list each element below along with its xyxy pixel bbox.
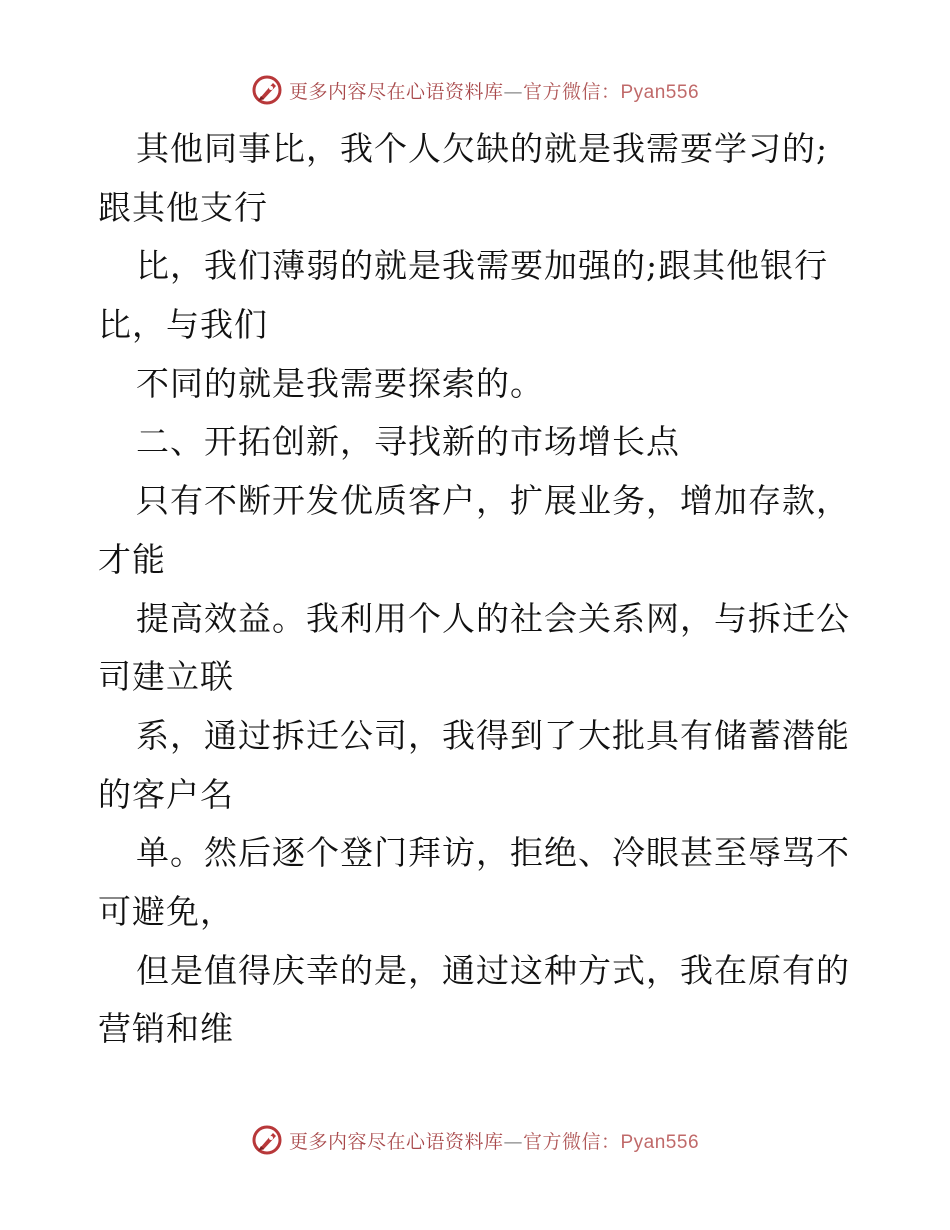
body-line: 司建立联 (98, 657, 234, 697)
body-line: 营销和维 (98, 1009, 234, 1049)
document-body (98, 120, 858, 1059)
section-heading: 二、开拓创新，寻找新的市场增长点 (136, 422, 680, 462)
footer-wechat-id: Pyan556 (620, 1131, 700, 1153)
header-banner-text (289, 77, 699, 104)
body-line: 的客户名 (98, 774, 234, 814)
body-line: 比，与我们 (98, 305, 268, 345)
footer-banner (0, 1120, 950, 1160)
body-line: 单。然后逐个登门拜访，拒绝、冷眼甚至辱骂不 (136, 833, 850, 873)
body-line: 不同的就是我需要探索的。 (136, 363, 544, 403)
body-line: 比，我们薄弱的就是我需要加强的;跟其他银行 (136, 246, 829, 286)
footer-wechat-label: 官方微信： (522, 1130, 621, 1153)
footer-banner-text (289, 1127, 699, 1154)
body-line: 但是值得庆幸的是，通过这种方式，我在原有的 (136, 950, 850, 990)
body-line: 才能 (98, 539, 166, 579)
body-line: 跟其他支行 (98, 187, 268, 227)
body-line: 可避免， (98, 891, 234, 931)
header-wechat-id: Pyan556 (620, 81, 700, 103)
header-dash: — (503, 80, 523, 103)
header-brand: 更多内容尽在心语资料库 (288, 80, 504, 103)
quill-pen-logo-icon (251, 1124, 283, 1156)
header-wechat-label: 官方微信： (522, 80, 621, 103)
body-line: 提高效益。我利用个人的社会关系网，与拆迁公 (136, 598, 850, 638)
footer-brand: 更多内容尽在心语资料库 (288, 1130, 504, 1153)
body-line: 系，通过拆迁公司，我得到了大批具有储蓄潜能 (136, 715, 850, 755)
footer-dash: — (503, 1130, 523, 1153)
header-banner (0, 70, 950, 110)
body-line: 只有不断开发优质客户，扩展业务，增加存款， (136, 481, 850, 521)
quill-pen-logo-icon (251, 74, 283, 106)
body-line: 其他同事比，我个人欠缺的就是我需要学习的; (136, 129, 829, 168)
